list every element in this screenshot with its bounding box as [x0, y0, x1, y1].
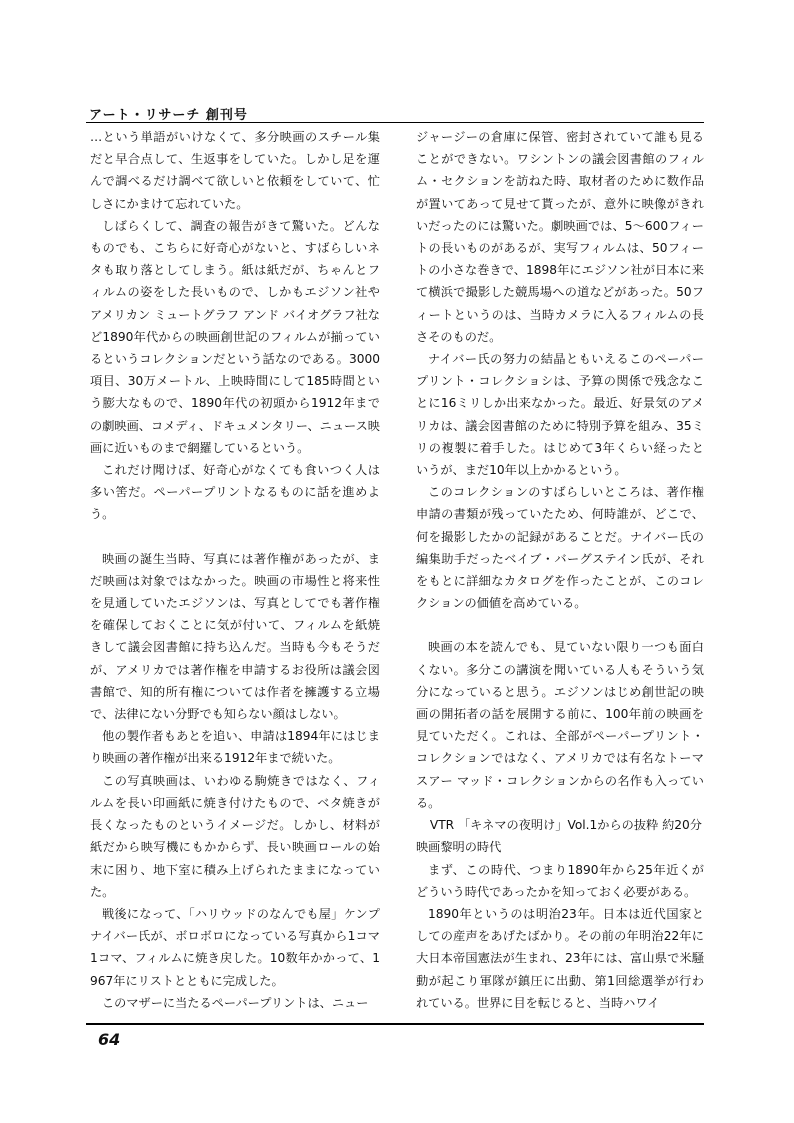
paragraph-gap [90, 526, 380, 548]
paragraph: ジャージーの倉庫に保管、密封されていて誰も見ることができない。ワシントンの議会図書館のフィルム・セクションを訪ねた時、取材者のために数作品が置いてあって見せて貰ったが、意外に映像がきれいだったのには驚いた。劇映画では、5～600フィートの長いものがあるが、実写フィルムは、50フィートの小さな巻きで、1898年にエジソン社が日本に来て横浜で撮影した競馬場への道などがあった。50フィートというのは、当時カメラに入るフィルムの長さそのものだ。 [416, 130, 704, 344]
right-column [416, 126, 704, 1014]
paragraph: …という単語がいけなくて、多分映画のスチール集だと早合点して、生返事をしていた。しかし足を運んで調べるだけ調べて欲しいと依頼をしていて、忙しさにかまけて忘れていた。 [90, 130, 380, 211]
paragraph: これだけ聞けば、好奇心がなくても食いつく人は多い筈だ。ペーパープリントなるものに話を進めよう。 [90, 463, 380, 522]
paragraph: この写真映画は、いわゆる駒焼きではなく、フィルムを長い印画紙に焼き付けたもので、ベタ焼きが長くなったものというイメージだ。しかし、材料が紙だから映写機にもかからず、長い映画ロールの始末に困り、地下室に積み上げられたままになっていた。 [90, 773, 380, 899]
paragraph: 映画の本を読んでも、見ていない限り一つも面白くない。多分この講演を聞いている人もそういう気分になっていると思う。エジソンはじめ創世記の映画の開拓者の話を展開する前に、100年前の映画を見ていただく。これは、全部がペーパープリント・コレクションではなく、アメリカでは有名なトーマスアー マッド・コレクションからの名作も入っている。 [416, 640, 704, 810]
left-column [90, 126, 380, 1014]
vtr-caption: VTR 「キネマの夜明け」Vol.1からの抜粋 約20分 [429, 818, 702, 833]
footer-rule [86, 1023, 704, 1025]
paragraph: 他の製作者もあとを追い、申請は1894年にはじまり映画の著作権が出来る1912年まで続いた。 [90, 729, 380, 766]
paragraph: ナイバー氏の努力の結晶ともいえるこのペーパープリント・コレクショシは、予算の関係で残念なことに16ミリしか出来なかった。最近、好景気のアメリカは、議会図書館のために特別予算を組み、35ミリの複製に着手した。はじめて3年くらい経ったというが、まだ10年以上かかるという。 [416, 352, 704, 478]
paragraph: 戦後になって、「ハリウッドのなんでも屋」ケンプ ナイバー氏が、ボロボロになっている写真から1コマ1コマ、フィルムに焼き戻した。10数年かかって、1967年にリストとともに完成した。 [90, 906, 380, 988]
paragraph: このコレクションのすばらしいところは、著作権申請の書類が残っていたため、何時誰が、どこで、何を撮影したかの記録があることだ。ナイバー氏の編集助手だったベイブ・バーグステイン氏が、それをもとに詳細なカタログを作ったことが、このコレクションの価値を高めている。 [416, 485, 704, 611]
running-header: アート・リサーチ 創刊号 [89, 108, 248, 123]
paragraph: まず、この時代、つまり1890年から25年近くがどういう時代であったかを知っておく必要がある。 [416, 862, 704, 899]
section-heading: 映画黎明の時代 [416, 840, 502, 855]
paragraph: このマザーに当たるペーパープリントは、ニュー [102, 995, 369, 1010]
page-number: 64 [98, 1030, 121, 1049]
paragraph: 映画の誕生当時、写真には著作権があったが、まだ映画は対象ではなかった。映画の市場性と将来性を見通していたエジソンは、写真としてでも著作権を確保しておくことに気が付いて、フィルムを紙焼きして議会図書館に持ち込んだ。当時も今もそうだが、アメリカでは著作権を申請するお役所は議会図書館で、知的所有権については作者を擁護する立場で、法律にない分野でも知らない顔はしない。 [90, 551, 380, 722]
paragraph: しばらくして、調査の報告がきて驚いた。どんなものでも、こちらに好奇心がないと、すばらしいネタも取り落としてしまう。紙は紙だが、ちゃんとフィルムの姿をした長いもので、しかもエジソン社やアメリカン ミュートグラフ アンド バイオグラフ社など1890年代からの映画創世記のフィルムが揃っているというコレクションだという話なのである。3000項目、30万メートル、上映時間にして185時間という膨大なもので、1890年代の初頭から1912年までの劇映画、コメディ、ドキュメンタリー、ニュース映画に近いものまで網羅しているという。 [90, 218, 380, 455]
paragraph-gap [416, 614, 704, 636]
paragraph: 1890年というのは明治23年。日本は近代国家としての産声をあげたばかり。その前の年明治22年に大日本帝国憲法が生まれ、23年には、富山県で米騒動が起こり軍隊が鎮圧に出動、第1回総選挙が行われている。世界に目を転じると、当時ハワイ [416, 906, 704, 1010]
header-rule [86, 122, 704, 123]
